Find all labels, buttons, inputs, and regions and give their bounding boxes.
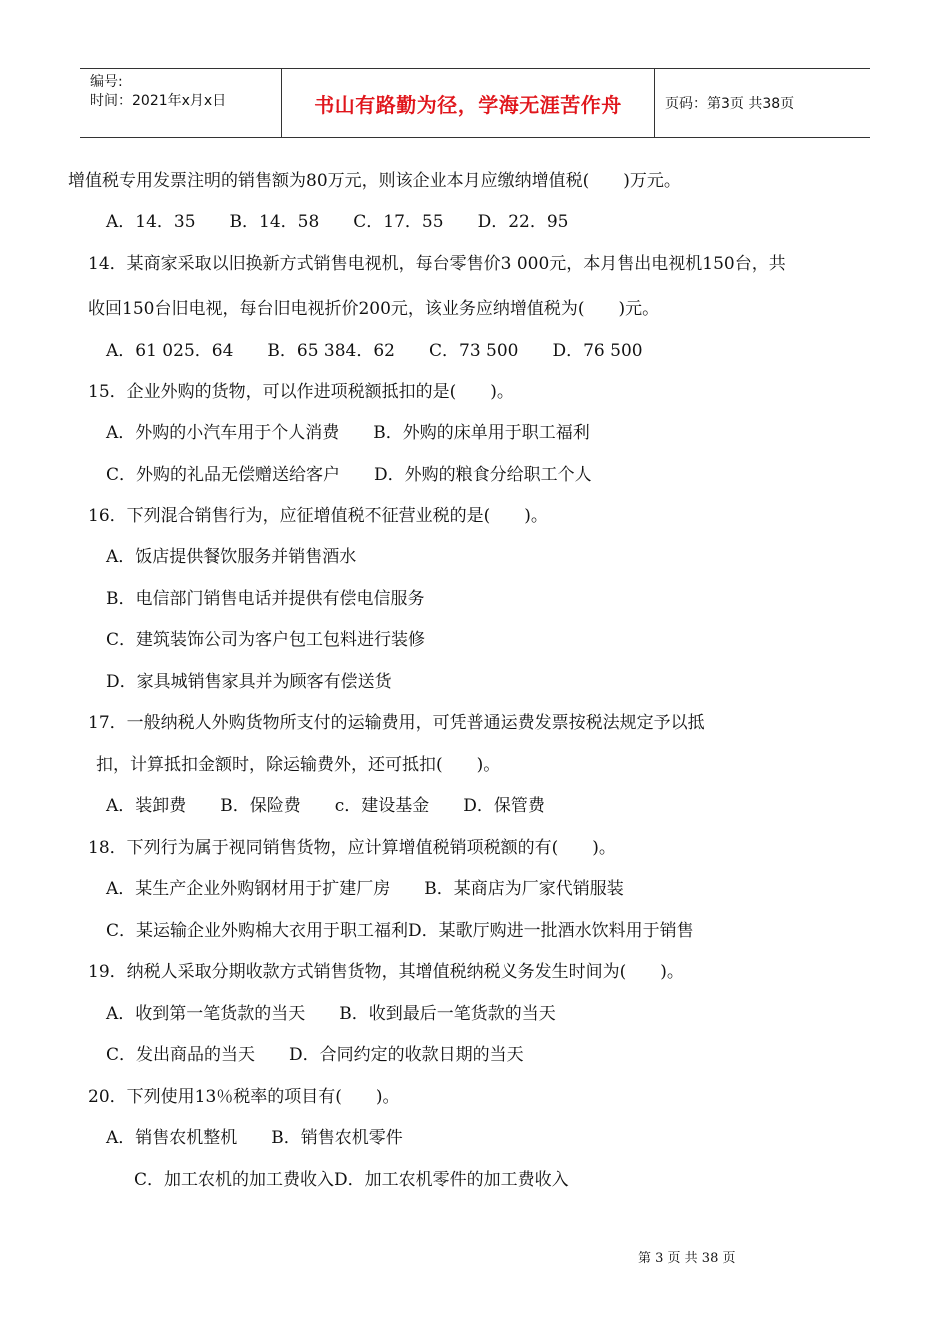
q18-options-cd: C．某运输企业外购棉大衣用于职工福利D．某歌厅购进一批酒水饮料用于销售 (106, 921, 694, 941)
q14-options: A．61 025．64 B．65 384．62 C．73 500 D．76 500 (106, 341, 643, 361)
text-line-continuation: 增值税专用发票注明的销售额为80万元，则该企业本月应缴纳增值税( )万元。 (68, 171, 681, 191)
q19-stem: 19．纳税人采取分期收款方式销售货物，其增值税纳税义务发生时间为( )。 (88, 962, 684, 982)
header-page-info: 页码：第3页 共38页 (665, 96, 795, 112)
q20-options-ab: A．销售农机整机 B．销售农机零件 (106, 1128, 403, 1148)
q17-options: A．装卸费 B．保险费 c．建设基金 D．保管费 (106, 796, 545, 816)
q13-options: A．14．35 B．14．58 C．17．55 D．22．95 (106, 212, 569, 232)
q18-stem: 18．下列行为属于视同销售货物，应计算增值税销项税额的有( )。 (88, 838, 616, 858)
q20-stem: 20．下列使用13％税率的项目有( )。 (88, 1087, 400, 1107)
q14-stem-line2: 收回150台旧电视，每台旧电视折价200元，该业务应纳增值税为( )元。 (88, 299, 660, 319)
header-number-label: 编号: (90, 74, 123, 90)
q16-option-a: A．饭店提供餐饮服务并销售酒水 (106, 547, 357, 567)
page-footer: 第 3 页 共 38 页 (638, 1251, 736, 1266)
q14-stem-line1: 14．某商家采取以旧换新方式销售电视机，每台零售价3 000元，本月售出电视机150台，共 (88, 254, 786, 274)
header-motto: 书山有路勤为径，学海无涯苦作舟 (282, 69, 655, 137)
page-header (80, 68, 870, 138)
header-time-label: 时间：2021年x月x日 (90, 93, 227, 109)
q17-stem-line2: 扣，计算抵扣金额时，除运输费外，还可抵扣( )。 (96, 755, 501, 775)
q16-option-b: B．电信部门销售电话并提供有偿电信服务 (106, 589, 425, 609)
q15-options-ab: A．外购的小汽车用于个人消费 B．外购的床单用于职工福利 (106, 423, 590, 443)
q19-options-cd: C．发出商品的当天 D．合同约定的收款日期的当天 (106, 1045, 524, 1065)
q17-stem-line1: 17．一般纳税人外购货物所支付的运输费用，可凭普通运费发票按税法规定予以抵 (88, 713, 705, 733)
q16-option-c: C．建筑装饰公司为客户包工包料进行装修 (106, 630, 426, 650)
q19-options-ab: A．收到第一笔货款的当天 B．收到最后一笔货款的当天 (106, 1004, 556, 1024)
q18-options-ab: A．某生产企业外购钢材用于扩建厂房 B．某商店为厂家代销服装 (106, 879, 624, 899)
q16-option-d: D．家具城销售家具并为顾客有偿送货 (106, 672, 392, 692)
q15-stem: 15．企业外购的货物，可以作进项税额抵扣的是( )。 (88, 382, 514, 402)
header-meta (80, 69, 282, 137)
q16-stem: 16．下列混合销售行为，应征增值税不征营业税的是( )。 (88, 506, 548, 526)
q15-options-cd: C．外购的礼品无偿赠送给客户 D．外购的粮食分给职工个人 (106, 465, 592, 485)
q20-options-cd: C．加工农机的加工费收入D．加工农机零件的加工费收入 (134, 1170, 569, 1190)
